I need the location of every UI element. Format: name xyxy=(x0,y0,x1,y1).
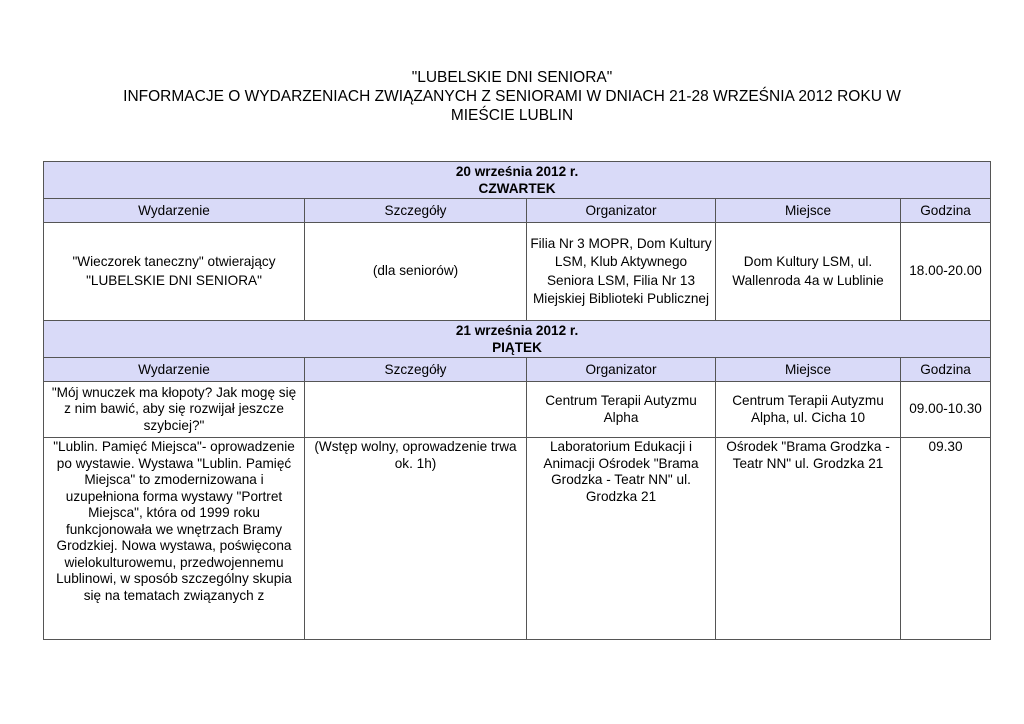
day-header xyxy=(44,321,991,358)
column-header: Miejsce xyxy=(716,358,901,382)
table-row xyxy=(44,223,991,321)
column-header: Wydarzenie xyxy=(44,358,305,382)
day-date: 20 września 2012 r. xyxy=(455,164,579,179)
place-cell: Centrum Terapii Autyzmu Alpha, ul. Cicha 10 xyxy=(716,382,901,438)
document-title xyxy=(60,68,964,125)
organizer-cell: Laboratorium Edukacji i Animacji Ośrodek "Brama Grodzka - Teatr NN" ul. Grodzka 21 xyxy=(527,438,716,640)
day-weekday: CZWARTEK xyxy=(478,181,556,196)
event-cell: "Mój wnuczek ma kłopoty? Jak mogę się z nim bawić, aby się rozwijał jeszcze szybciej?" xyxy=(44,382,305,438)
column-header-row xyxy=(44,358,991,382)
title-line-3: MIEŚCIE LUBLIN xyxy=(450,107,574,124)
place-cell: Dom Kultury LSM, ul. Wallenroda 4a w Lublinie xyxy=(716,223,901,321)
column-header: Godzina xyxy=(901,358,991,382)
organizer-cell: Filia Nr 3 MOPR, Dom Kultury LSM, Klub Aktywnego Seniora LSM, Filia Nr 13 Miejskiej Biblioteki Publicznej xyxy=(527,223,716,321)
day-header-row xyxy=(44,321,991,358)
event-cell xyxy=(44,438,305,640)
column-header: Wydarzenie xyxy=(44,199,305,223)
time-cell: 09.00-10.30 xyxy=(901,382,991,438)
day-weekday: PIĄTEK xyxy=(492,340,542,355)
details-cell xyxy=(305,382,527,438)
column-header: Miejsce xyxy=(716,199,901,223)
place-cell: Ośrodek "Brama Grodzka - Teatr NN" ul. Grodzka 21 xyxy=(716,438,901,640)
title-line-1: "LUBELSKIE DNI SENIORA" xyxy=(411,69,613,86)
column-header: Godzina xyxy=(901,199,991,223)
time-cell: 18.00-20.00 xyxy=(901,223,991,321)
title-line-2: INFORMACJE O WYDARZENIACH ZWIĄZANYCH Z SENIORAMI W DNIACH 21-28 WRZEŚNIA 2012 ROKU W xyxy=(123,88,901,105)
time-cell: 09.30 xyxy=(901,438,991,640)
details-cell: (dla seniorów) xyxy=(305,223,527,321)
column-header: Organizator xyxy=(527,199,716,223)
column-header: Szczegóły xyxy=(305,358,527,382)
day-header xyxy=(44,162,991,199)
day-date: 21 września 2012 r. xyxy=(455,323,579,338)
event-text: "Lublin. Pamięć Miejsca"- oprowadzenie po wystawie. Wystawa "Lublin. Pamięć Miejsca" to zmodernizowana i uzupełniona forma wystawy "Portret Miejsca", która od 1999 roku funkcjonowała we wnętrzach Bramy Grodzkiej. Nowa wystawa, poświęcona wielokulturowemu, przedwojennemu Lublinowi, w sposób szczególny skupia się na tematach związanych z xyxy=(53,439,295,603)
events-table xyxy=(43,161,991,640)
column-header: Szczegóły xyxy=(305,199,527,223)
column-header-row xyxy=(44,199,991,223)
organizer-cell: Centrum Terapii Autyzmu Alpha xyxy=(527,382,716,438)
table-row xyxy=(44,382,991,438)
event-cell: "Wieczorek taneczny" otwierający "LUBELSKIE DNI SENIORA" xyxy=(44,223,305,321)
day-header-row xyxy=(44,162,991,199)
table-row xyxy=(44,438,991,640)
column-header: Organizator xyxy=(527,358,716,382)
details-cell: (Wstęp wolny, oprowadzenie trwa ok. 1h) xyxy=(305,438,527,640)
